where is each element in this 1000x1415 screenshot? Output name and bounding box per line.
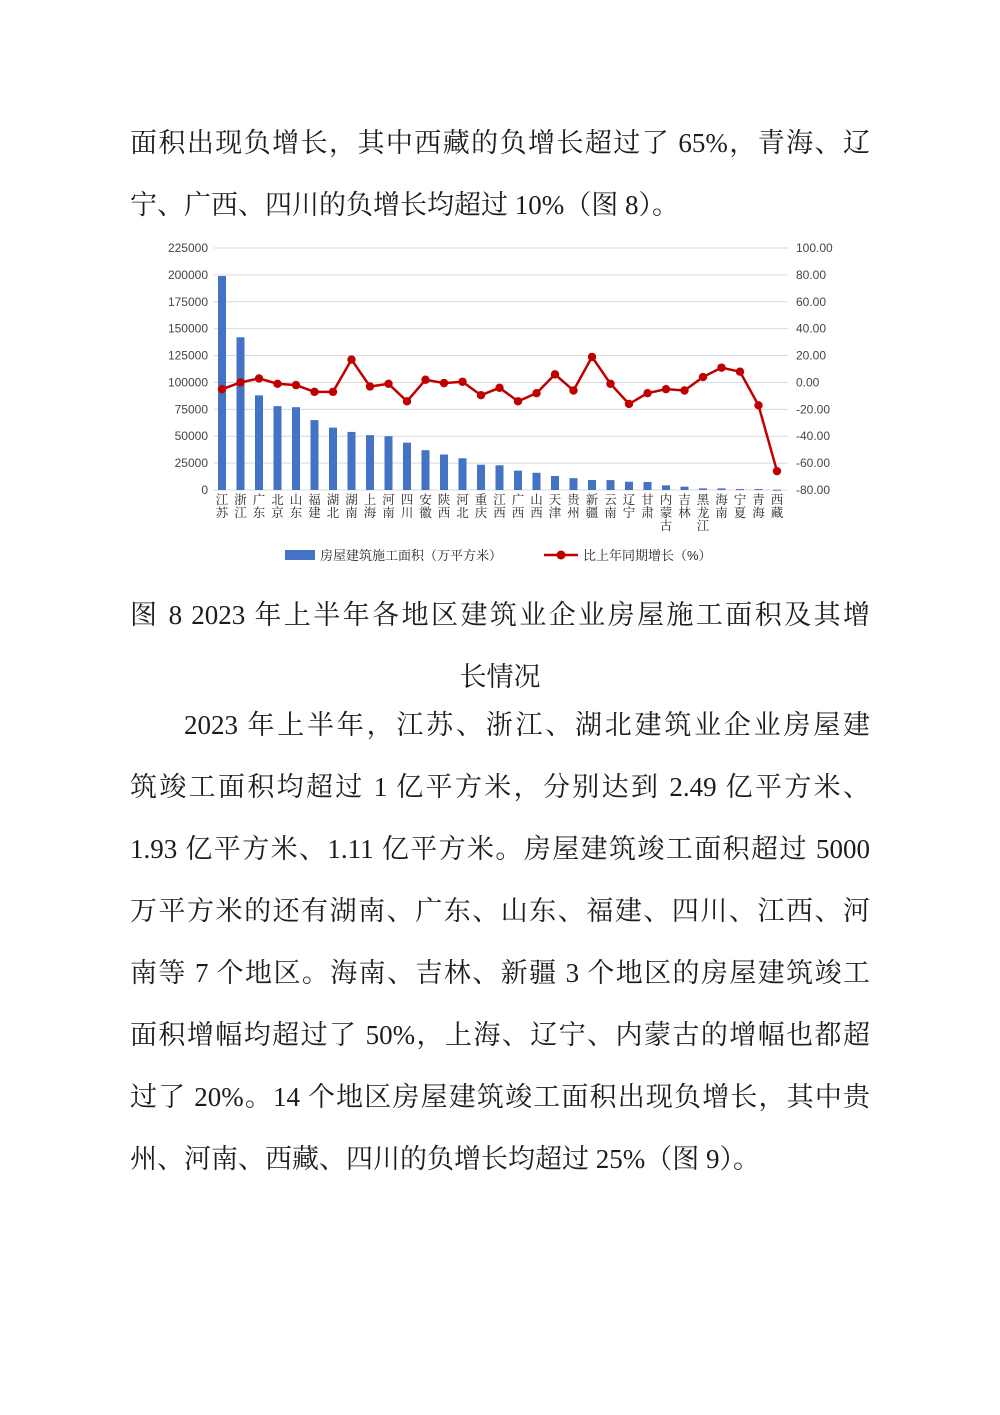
left-axis-tick-label: 100000: [167, 375, 208, 390]
bar: [274, 406, 282, 490]
text-line: 1.93 亿平方米、1.11 亿平方米。房屋建筑竣工面积超过 5000: [130, 834, 870, 864]
x-axis-label: 内蒙古: [659, 493, 673, 533]
figure-8-chart: [152, 232, 848, 584]
legend-label: 比上年同期增长（%）: [583, 548, 712, 563]
bar: [773, 490, 781, 491]
line-marker: [717, 363, 725, 371]
left-axis-tick-label: 25000: [174, 456, 208, 471]
x-axis-label: 广东: [252, 493, 266, 520]
bar: [662, 485, 670, 490]
x-axis-label: 江西: [493, 493, 506, 520]
line-marker: [255, 374, 263, 382]
line-marker: [477, 391, 485, 399]
bar: [644, 482, 652, 490]
bar: [237, 337, 245, 490]
line-marker: [588, 353, 596, 361]
line-marker: [310, 388, 318, 396]
x-axis-label: 陕西: [437, 493, 451, 520]
x-axis-label: 江苏: [215, 493, 229, 520]
bar: [477, 465, 485, 490]
text-line: 筑竣工面积均超过 1 亿平方米，分别达到 2.49 亿平方米、: [130, 772, 870, 802]
bar: [403, 443, 411, 490]
bar: [440, 455, 448, 490]
line-marker: [532, 389, 540, 397]
right-axis-tick-label: 60.00: [796, 294, 827, 309]
x-axis-label: 甘肃: [641, 493, 654, 520]
right-axis-tick-label: 80.00: [796, 267, 827, 282]
line-marker: [680, 386, 688, 394]
right-axis-tick-label: 40.00: [796, 321, 827, 336]
right-axis-tick-label: -40.00: [796, 429, 831, 444]
line-marker: [236, 378, 244, 386]
x-axis-label: 青海: [752, 493, 765, 520]
legend-line-marker: [557, 551, 566, 560]
left-axis-tick-label: 75000: [174, 402, 208, 417]
x-axis-label: 湖北: [326, 493, 340, 520]
x-axis-label: 云南: [604, 493, 617, 520]
x-axis-label: 海南: [715, 493, 728, 520]
line-marker: [292, 381, 300, 389]
legend-bar-swatch: [285, 550, 315, 560]
x-axis-label: 河南: [382, 493, 395, 520]
intro-paragraph: [130, 112, 870, 236]
legend-label: 房屋建筑施工面积（万平方米）: [320, 548, 503, 563]
line-marker: [773, 467, 781, 475]
line-marker: [625, 400, 633, 408]
x-axis-label: 安徽: [419, 493, 432, 520]
bar: [736, 489, 744, 490]
x-axis-label: 宁夏: [733, 493, 747, 520]
bar: [718, 488, 726, 490]
bar: [366, 435, 374, 490]
left-axis-tick-label: 125000: [167, 348, 208, 363]
line-marker: [569, 386, 577, 394]
line-marker: [403, 397, 411, 405]
line-marker: [551, 370, 559, 378]
bar: [218, 276, 226, 490]
left-axis-tick-label: 150000: [167, 321, 208, 336]
figure-caption: [130, 584, 870, 708]
bar: [570, 478, 578, 490]
left-axis-tick-label: 0: [201, 483, 208, 497]
line-marker: [662, 385, 670, 393]
left-axis-tick-label: 225000: [167, 241, 208, 255]
bar: [588, 480, 596, 490]
x-axis-label: 新疆: [585, 493, 599, 520]
growth-line: [222, 357, 777, 471]
line-marker: [514, 397, 522, 405]
bar: [255, 395, 263, 490]
line-marker: [754, 401, 762, 409]
body-paragraph: [130, 694, 870, 1190]
line-marker: [218, 385, 226, 393]
x-axis-label: 湖南: [345, 493, 358, 520]
bar: [755, 489, 763, 490]
x-axis-label: 西藏: [770, 493, 784, 520]
text-line: 长情况: [459, 662, 541, 692]
text-line: 2023 年上半年，江苏、浙江、湖北建筑业企业房屋建: [184, 710, 870, 740]
x-axis-label: 广西: [511, 493, 525, 520]
bar: [422, 450, 430, 490]
bar: [292, 407, 300, 490]
x-axis-label: 贵州: [567, 493, 580, 520]
line-marker: [273, 380, 281, 388]
text-line: 面积增幅均超过了 50%，上海、辽宁、内蒙古的增幅也都超: [130, 1020, 870, 1050]
right-axis-tick-label: -60.00: [796, 456, 831, 471]
right-axis-tick-label: 20.00: [796, 348, 827, 363]
x-axis-label: 吉林: [678, 493, 691, 520]
bar: [348, 432, 356, 490]
text-line: 南等 7 个地区。海南、吉林、新疆 3 个地区的房屋建筑竣工: [130, 958, 870, 988]
line-marker: [606, 380, 614, 388]
text-line: 图 8 2023 年上半年各地区建筑业企业房屋施工面积及其增: [130, 600, 870, 630]
text-line: 宁、广西、四川的负增长均超过 10%（图 8）。: [130, 190, 679, 220]
bar: [514, 471, 522, 490]
x-axis-label: 上海: [363, 493, 377, 520]
bar: [329, 428, 337, 490]
line-marker: [699, 373, 707, 381]
right-axis-tick-label: -20.00: [796, 402, 831, 417]
text-line: 州、河南、西藏、四川的负增长均超过 25%（图 9）。: [130, 1144, 760, 1174]
line-marker: [329, 388, 337, 396]
line-marker: [643, 389, 651, 397]
x-axis-label: 重庆: [474, 493, 488, 520]
right-axis-tick-label: -80.00: [796, 483, 831, 497]
combo-chart-canvas: [152, 232, 848, 584]
left-axis-tick-label: 200000: [167, 267, 208, 282]
x-axis-label: 河北: [456, 493, 469, 520]
right-axis-tick-label: 0.00: [796, 375, 820, 390]
bar: [311, 420, 319, 490]
x-axis-label: 辽宁: [622, 493, 636, 520]
x-axis-label: 黑龙江: [696, 493, 710, 533]
x-axis-label: 浙江: [234, 493, 247, 520]
bar: [385, 436, 393, 490]
bar: [533, 473, 541, 490]
bar: [607, 480, 615, 490]
line-marker: [736, 367, 744, 375]
text-line: 过了 20%。14 个地区房屋建筑竣工面积出现负增长，其中贵: [130, 1082, 870, 1112]
text-line: 万平方米的还有湖南、广东、山东、福建、四川、江西、河: [130, 896, 870, 926]
bar: [681, 487, 689, 490]
line-marker: [384, 380, 392, 388]
x-axis-label: 山东: [289, 493, 303, 520]
left-axis-tick-label: 175000: [167, 294, 208, 309]
line-marker: [458, 378, 466, 386]
x-axis-label: 福建: [308, 493, 321, 520]
x-axis-label: 山西: [530, 493, 543, 520]
line-marker: [347, 355, 355, 363]
x-axis-label: 北京: [271, 493, 284, 520]
bar: [496, 465, 504, 490]
line-marker: [495, 384, 503, 392]
left-axis-tick-label: 50000: [174, 429, 208, 444]
x-axis-label: 四川: [400, 493, 414, 520]
line-marker: [440, 379, 448, 387]
text-line: 面积出现负增长，其中西藏的负增长超过了 65%，青海、辽: [130, 128, 870, 158]
bar: [459, 458, 467, 490]
bar: [551, 476, 559, 490]
line-marker: [421, 376, 429, 384]
line-marker: [366, 382, 374, 390]
right-axis-tick-label: 100.00: [796, 241, 833, 255]
bar: [699, 488, 707, 490]
x-axis-label: 天津: [548, 493, 562, 520]
bar: [625, 482, 633, 490]
